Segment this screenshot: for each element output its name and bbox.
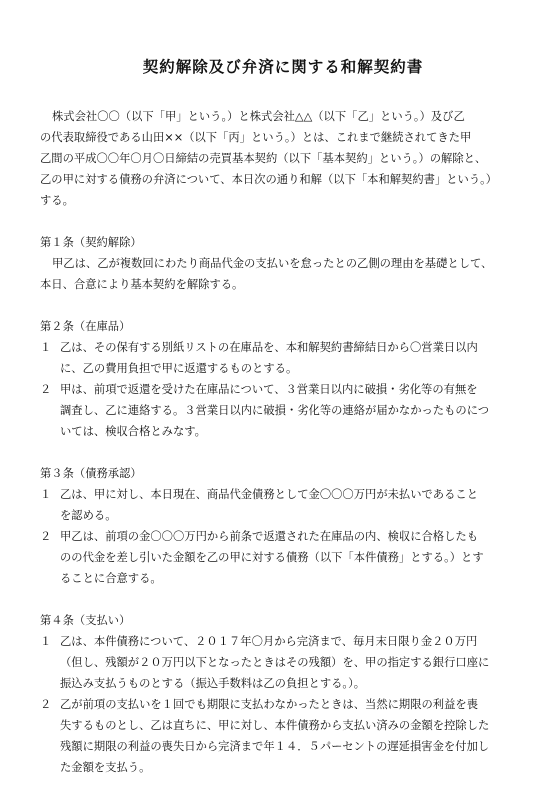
article-item [40, 484, 526, 505]
item-number: １ [40, 635, 52, 648]
preamble-line: する。 [40, 194, 74, 207]
document-title: 契約解除及び弁済に関する和解契約書 [142, 58, 424, 76]
item-line: （但し、残額が２０万円以下となったときはその残額）を、甲の指定する銀行口座に [60, 656, 490, 669]
item-line: のの代金を差し引いた金額を乙の甲に対する債務（以下「本件債務」とする。）とす [60, 551, 484, 564]
preamble-line: の代表取締役である山田××（以下「丙」という。）とは、これまで継続されてきた甲 [40, 131, 472, 144]
item-line: 失するものとし、乙は直ちに、甲に対し、本件債務から支払い済みの金額を控除した [60, 719, 490, 732]
article-item [40, 631, 526, 652]
item-line: 乙は、甲に対し、本日現在、商品代金債務として金〇〇〇万円が未払いであること [60, 488, 478, 501]
item-line: 乙が前項の支払いを１回でも期限に支払わなかったときは、当然に期限の利益を喪 [60, 698, 478, 711]
article-item [40, 337, 526, 358]
preamble-line: 株式会社〇〇（以下「甲」という。）と株式会社△△（以下「乙」という。）及び乙 [52, 110, 465, 123]
article-3 [40, 463, 526, 589]
item-line: 残額に期限の利益の喪失日から完済まで年１４．５パーセントの遅延損害金を付加し [60, 740, 490, 753]
preamble [40, 106, 526, 211]
item-line: に、乙の費用負担で甲に返還するものとする。 [60, 362, 298, 375]
article-1 [40, 232, 526, 295]
article-item [40, 526, 526, 547]
article-4 [40, 610, 526, 778]
item-line: 調査し、乙に連絡する。３営業日以内に破損・劣化等の連絡が届かなかったものにつ [60, 404, 490, 417]
item-line: いては、検収合格とみなす。 [60, 425, 206, 438]
article-item [40, 694, 526, 715]
article-body-line: 本日、合意により基本契約を解除する。 [40, 278, 244, 291]
item-number: ２ [40, 698, 52, 711]
article-item [40, 379, 526, 400]
item-line: を認める。 [60, 509, 117, 522]
item-number: ２ [40, 530, 52, 543]
item-line: 甲乙は、前項の金〇〇〇万円から前条で返還された在庫品の内、検収に合格したも [60, 530, 478, 543]
item-line: 乙は、その保有する別紙リストの在庫品を、本和解契約書締結日から〇営業日以内 [60, 341, 478, 354]
item-number: ２ [40, 383, 52, 396]
preamble-line: 乙間の平成〇〇年〇月〇日締結の売買基本契約（以下「基本契約」という。）の解除と、 [40, 152, 487, 165]
item-line: ることに合意する。 [60, 572, 162, 585]
item-line: た金額を支払う。 [60, 761, 151, 774]
article-heading: 第３条（債務承認） [40, 467, 142, 480]
article-heading: 第２条（在庫品） [40, 320, 131, 333]
article-body-line: 甲乙は、乙が複数回にわたり商品代金の支払いを怠ったとの乙側の理由を基礎として、 [52, 257, 493, 270]
item-line: 振込み支払うものとする（振込手数料は乙の負担とする。）。 [60, 677, 366, 690]
item-line: 甲は、前項で返還を受けた在庫品について、３営業日以内に破損・劣化等の有無を [60, 383, 478, 396]
item-number: １ [40, 341, 52, 354]
article-heading: 第４条（支払い） [40, 614, 131, 627]
article-heading: 第１条（契約解除） [40, 236, 142, 249]
item-number: １ [40, 488, 52, 501]
article-2 [40, 316, 526, 442]
preamble-line: 乙の甲に対する債務の弁済について、本日次の通り和解（以下「本和解契約書」という。） [40, 173, 498, 186]
item-line: 乙は、本件債務について、２０１７年〇月から完済まで、毎月末日限り金２０万円 [60, 635, 478, 648]
